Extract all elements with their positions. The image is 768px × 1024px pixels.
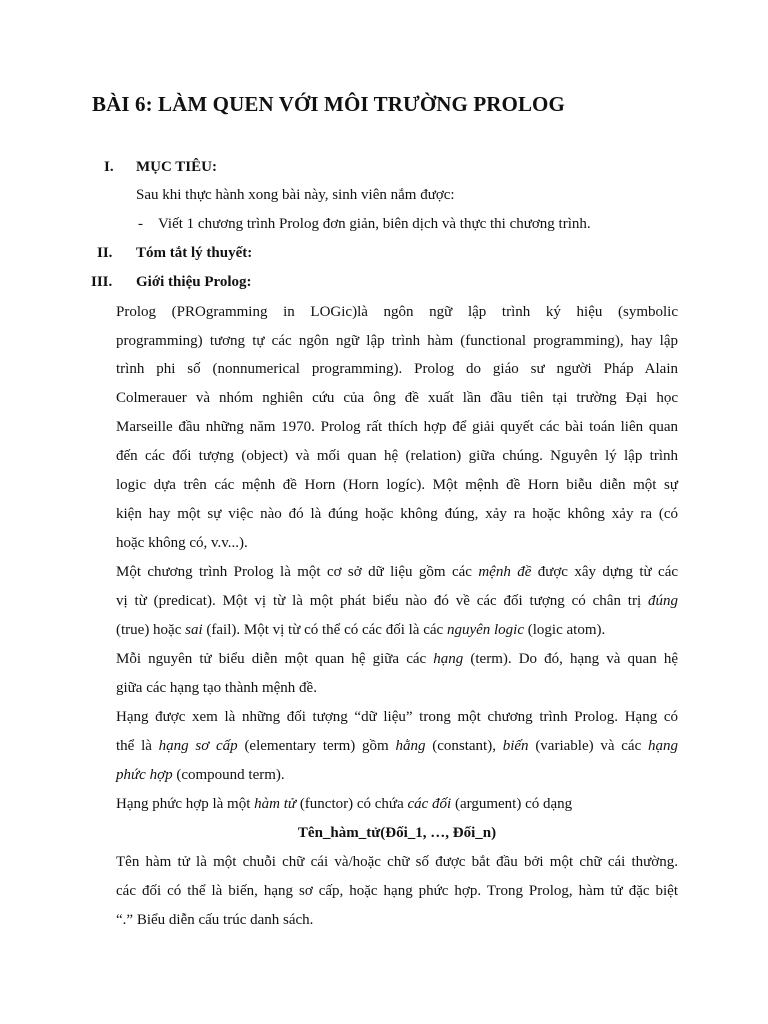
- paragraph-1-line-1: Prolog (PROgramming in LOGic)là ngôn ngữ lập trình ký hiệu (symbolic: [116, 304, 678, 320]
- paragraph-1-line-9: hoặc không có, v.v...).: [116, 535, 248, 551]
- paragraph-1-line-5: Marseille đầu những năm 1970. Prolog rất thích hợp để giải quyết các bài toán liên quan: [116, 419, 678, 435]
- paragraph-3-line-2: giữa các hạng tạo thành mệnh đề.: [116, 680, 317, 696]
- section-1-number: I.: [104, 159, 114, 175]
- paragraph-4-line-3: phức hợp (compound term).: [116, 767, 285, 783]
- section-1-bullet: Viết 1 chương trình Prolog đơn giản, biên dịch và thực thi chương trình.: [158, 216, 591, 232]
- paragraph-5: Hạng phức hợp là một hàm tử (functor) có chứa các đối (argument) có dạng: [116, 796, 573, 812]
- paragraph-1-line-2: programming) tương tự các ngôn ngữ lập trình hàm (functional programming), hay lập: [116, 333, 678, 349]
- paragraph-6-line-2: các đối có thể là biến, hạng sơ cấp, hoặc hạng phức hợp. Trong Prolog, hàm tử đặc biệt: [116, 883, 678, 899]
- paragraph-1-line-8: kiện hay một sự việc nào đó là đúng hoặc không đúng, xảy ra hoặc không xảy ra (có: [116, 506, 678, 522]
- section-3-number: III.: [91, 274, 113, 290]
- functor-formula: Tên_hàm_tử(Đối_1, …, Đối_n): [297, 825, 497, 841]
- paragraph-1-line-7: logic dựa trên các mệnh đề Horn (Horn logíc). Một mệnh đề Horn biễu diễn một sự: [116, 477, 678, 493]
- paragraph-2-line-2: vị từ (predicat). Một vị từ là một phát biểu nào đó về các đối tượng có chân trị đúng: [116, 593, 678, 609]
- paragraph-1-line-3: trình phi số (nonnumerical programming). Prolog do giáo sư người Pháp Alain: [116, 361, 678, 377]
- section-3-heading: Giới thiệu Prolog:: [136, 274, 252, 290]
- page-title: BÀI 6: LÀM QUEN VỚI MÔI TRƯỜNG PROLOG: [92, 92, 565, 116]
- section-1-heading: MỤC TIÊU:: [136, 159, 217, 175]
- paragraph-1-line-4: Colmerauer và nhóm nghiên cứu của ông đề xuất lần đầu tiên tại trường Đại học: [116, 390, 678, 406]
- paragraph-4-line-1: Hạng được xem là những đối tượng “dữ liệu” trong một chương trình Prolog. Hạng có: [116, 709, 678, 725]
- paragraph-1-line-6: đến các đối tượng (object) và mối quan hệ (relation) giữa chúng. Nguyên lý lập trình: [116, 448, 678, 464]
- paragraph-3-line-1: Mỗi nguyên tử biểu diễn một quan hệ giữa các hạng (term). Do đó, hạng và quan hệ: [116, 651, 678, 667]
- paragraph-2-line-3: (true) hoặc sai (fail). Một vị từ có thể có các đối là các nguyên logic (logic atom).: [116, 622, 606, 638]
- section-2-number: II.: [97, 245, 113, 261]
- paragraph-4-line-2: thể là hạng sơ cấp (elementary term) gồm hằng (constant), biến (variable) và các hạng: [116, 738, 679, 754]
- section-1-intro: Sau khi thực hành xong bài này, sinh viên nắm được:: [136, 187, 455, 203]
- section-2-heading: Tóm tắt lý thuyết:: [136, 245, 253, 261]
- paragraph-2-line-1: Một chương trình Prolog là một cơ sở dữ liệu gồm các mệnh đề được xây dựng từ các: [116, 564, 679, 580]
- paragraph-6-line-3: “.” Biểu diễn cấu trúc danh sách.: [116, 912, 314, 928]
- bullet-dash: -: [138, 216, 143, 232]
- paragraph-6-line-1: Tên hàm tử là một chuỗi chữ cái và/hoặc chữ số được bắt đầu bởi một chữ cái thường.: [116, 854, 678, 870]
